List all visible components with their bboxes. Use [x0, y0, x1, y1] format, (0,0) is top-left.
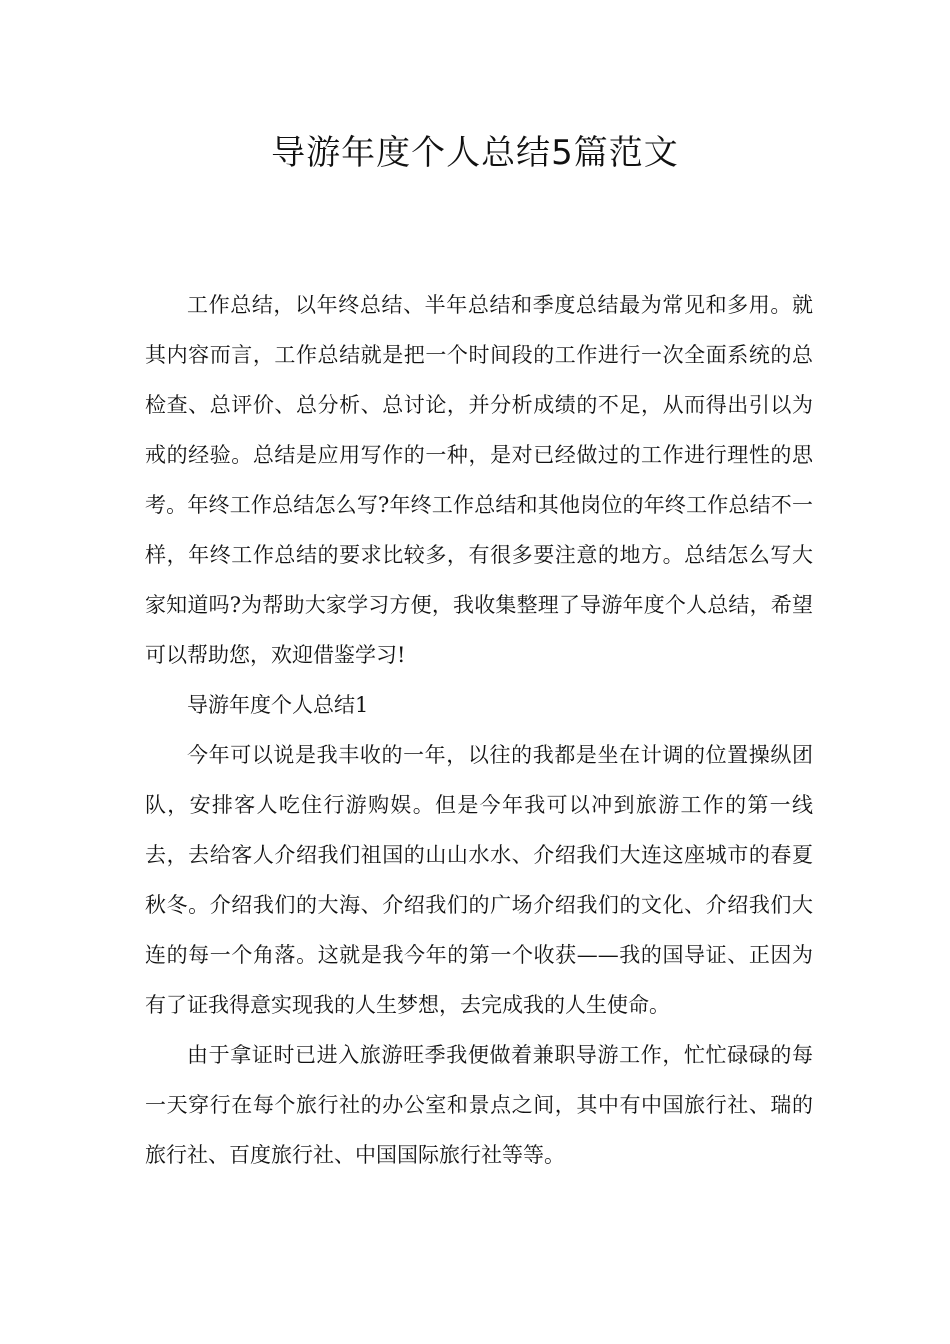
paragraph-intro: 工作总结，以年终总结、半年总结和季度总结最为常见和多用。就其内容而言，工作总结就是把一个时间段的工作进行一次全面系统的总检查、总评价、总分析、总讨论，并分析成绩的不足，从而得出引以为戒的经验。总结是应用写作的一种，是对已经做过的工作进行理性的思考。年终工作总结怎么写?年终工作总结和其他岗位的年终工作总结不一样，年终工作总结的要求比较多，有很多要注意的地方。总结怎么写大家知道吗?为帮助大家学习方便，我收集整理了导游年度个人总结，希望可以帮助您，欢迎借鉴学习!	[145, 293, 813, 667]
section-heading-1: 导游年度个人总结1	[187, 693, 369, 717]
document-body	[145, 280, 813, 1180]
document-title: 导游年度个人总结5篇范文	[271, 133, 679, 173]
paragraph-harvest: 今年可以说是我丰收的一年，以往的我都是坐在计调的位置操纵团队，安排客人吃住行游购娱。但是今年我可以冲到旅游工作的第一线去，去给客人介绍我们祖国的山山水水、介绍我们大连这座城市的春夏秋冬。介绍我们的大海、介绍我们的广场介绍我们的文化、介绍我们大连的每一个角落。这就是我今年的第一个收获——我的国导证、正因为有了证我得意实现我的人生梦想，去完成我的人生使命。	[145, 743, 813, 1017]
paragraph-parttime: 由于拿证时已进入旅游旺季我便做着兼职导游工作，忙忙碌碌的每一天穿行在每个旅行社的办公室和景点之间，其中有中国旅行社、瑞的旅行社、百度旅行社、中国国际旅行社等等。	[145, 1043, 813, 1167]
